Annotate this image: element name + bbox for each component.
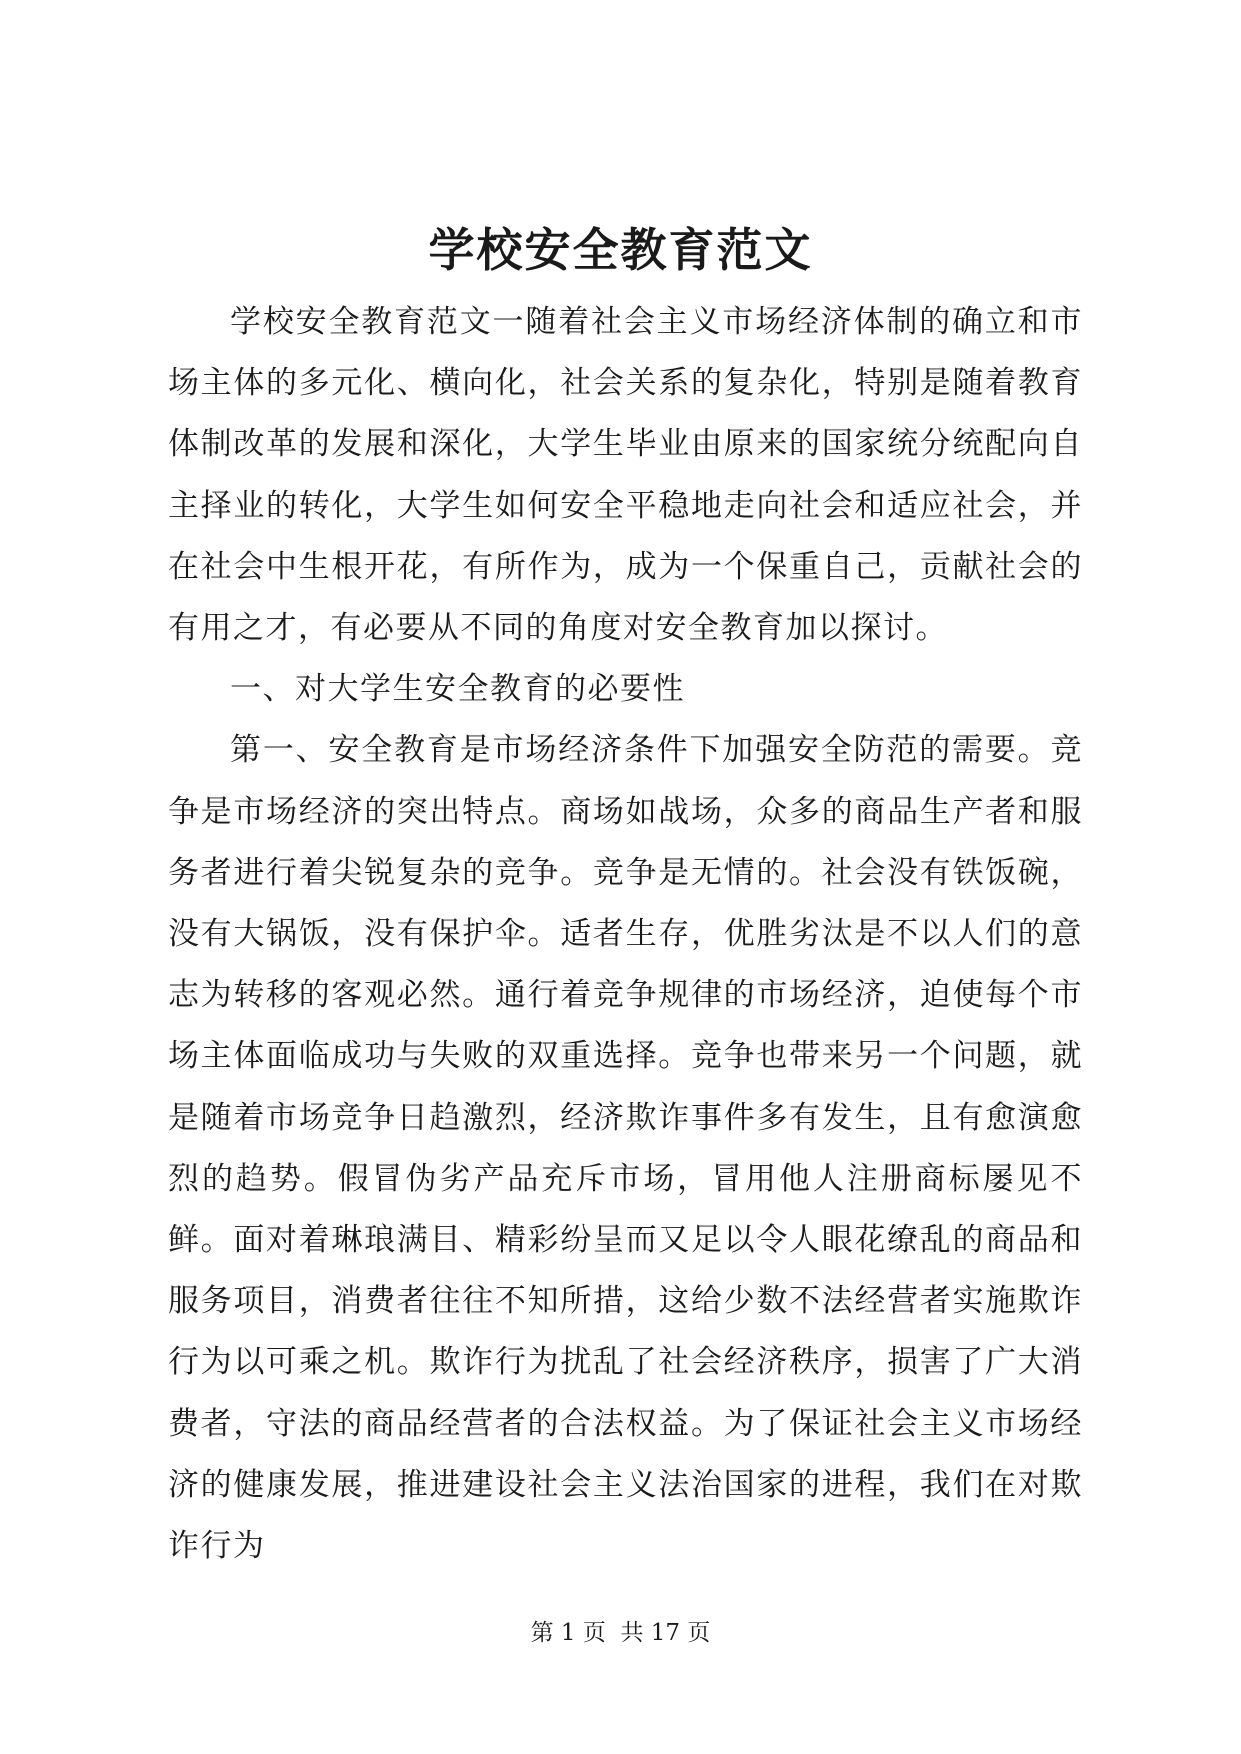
page-footer (0, 1618, 1241, 1648)
paragraph-first-point: 第一、安全教育是市场经济条件下加强安全防范的需要。竞争是市场经济的突出特点。商场如战场，众多的商品生产者和服务者进行着尖锐复杂的竞争。竞争是无情的。社会没有铁饭碗，没有大锅饭，没有保护伞。适者生存，优胜劣汰是不以人们的意志为转移的客观必然。通行着竞争规律的市场经济，迫使每个市场主体面临成功与失败的双重选择。竞争也带来另一个问题，就是随着市场竞争日趋激烈，经济欺诈事件多有发生，且有愈演愈烈的趋势。假冒伪劣产品充斥市场，冒用他人注册商标屡见不鲜。面对着琳琅满目、精彩纷呈而又足以令人眼花缭乱的商品和服务项目，消费者往往不知所措，这给少数不法经营者实施欺诈行为以可乘之机。欺诈行为扰乱了社会经济秩序，损害了广大消费者，守法的商品经营者的合法权益。为了保证社会主义市场经济的健康发展，推进建设社会主义法治国家的进程，我们在对欺诈行为 (168, 732, 1083, 1565)
paragraph-intro: 学校安全教育范文一随着社会主义市场经济体制的确立和市场主体的多元化、横向化，社会关系的复杂化，特别是随着教育体制改革的发展和深化，大学生毕业由原来的国家统分统配向自主择业的转化，大学生如何安全平稳地走向社会和适应社会，并在社会中生根开花，有所作为，成为一个保重自己，贡献社会的有用之才，有必要从不同的角度对安全教育加以探讨。 (168, 304, 1083, 647)
document-title: 学校安全教育范文 (428, 223, 813, 277)
document-body (168, 292, 1083, 1577)
page-number: 第 1 页 共 17 页 (530, 1620, 711, 1646)
section-heading: 一、对大学生安全教育的必要性 (230, 671, 685, 708)
